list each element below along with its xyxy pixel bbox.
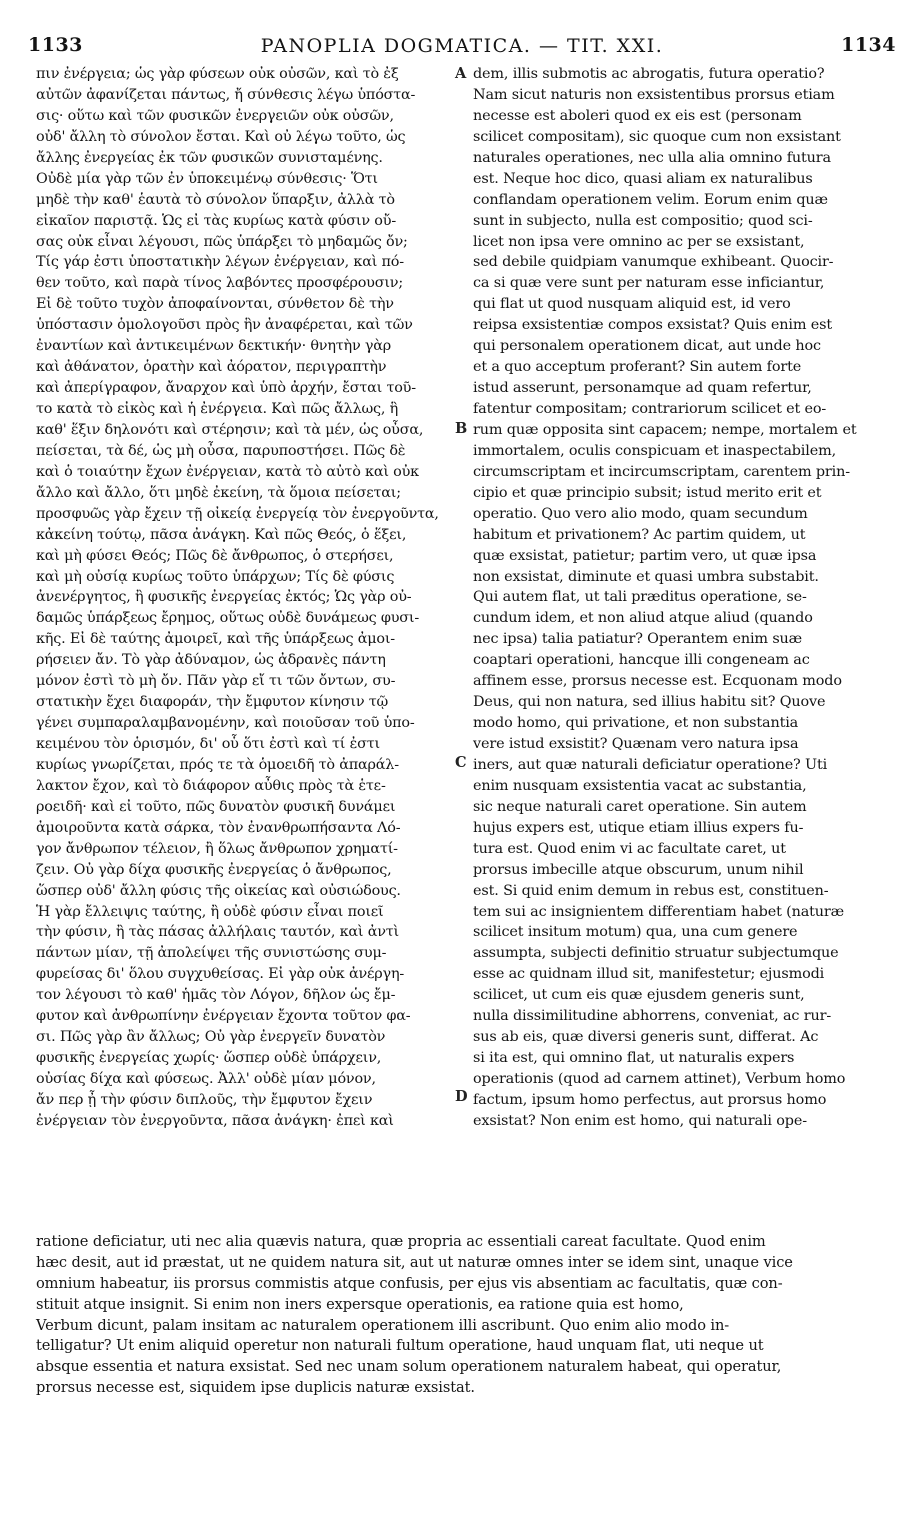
greek-text-line: λακτον ἔχον, καὶ τὸ διάφορον αὖθις πρὸς τὰ ἑτε- bbox=[36, 777, 386, 794]
latin-text-line: est. Si quid enim demum in rebus est, constituen- bbox=[473, 882, 829, 899]
greek-text-line: τον λέγουσι τὸ καθ' ἡμᾶς τὸν Λόγον, δῆλον ὡς ἔμ- bbox=[36, 987, 396, 1004]
latin-text-line: operatio. Quo vero alio modo, quam secundum bbox=[473, 505, 808, 522]
page-header bbox=[28, 34, 896, 60]
latin-text-line: esse ac quidnam illud sit, manifestetur; ejusmodi bbox=[473, 966, 825, 983]
greek-text-line: κἀκείνη τούτῳ, πᾶσα ἀνάγκη. Καὶ πῶς Θεός, ὁ ἕξει, bbox=[36, 526, 407, 543]
greek-text-line: καὶ ὁ τοιαύτην ἔχων ἐνέργειαν, κατὰ τὸ αὐτὸ καὶ οὐκ bbox=[36, 463, 419, 480]
latin-text-line: vere istud exsistit? Quænam vero natura ipsa bbox=[473, 736, 799, 752]
greek-text-line: ὥσπερ οὐδ' ἄλλη φύσις τῆς οἰκείας καὶ οὐσιώδους. bbox=[36, 882, 401, 899]
latin-text-line: naturales operationes, nec ulla alia omnino futura bbox=[473, 149, 831, 166]
greek-text-line: σις· οὕτω καὶ τῶν φυσικῶν ἐνεργειῶν οὐκ οὐσῶν, bbox=[36, 107, 394, 124]
latin-text-line: absque essentia et natura exsistat. Sed nec unam solum operationem naturalem habeat, qui operatur, bbox=[36, 1358, 782, 1376]
latin-column bbox=[473, 64, 881, 1132]
greek-text-line: θεν τοῦτο, καὶ παρὰ τίνος λαβόντες προσφέρουσιν; bbox=[36, 275, 403, 292]
greek-text-line: ἀνενέργητος, ἢ φυσικῆς ἐνεργείας ἐκτός; Ὡς γὰρ οὐ- bbox=[36, 589, 412, 606]
latin-text-line: est. Neque hoc dico, quasi aliam ex naturalibus bbox=[473, 170, 813, 187]
greek-text-line: ἄλλης ἐνεργείας ἐκ τῶν φυσικῶν συνισταμένης. bbox=[36, 149, 383, 166]
latin-text-line: nulla dissimilitudine abhorrens, conveniat, ac rur- bbox=[473, 1008, 832, 1025]
greek-text-line: καὶ μὴ οὐσίᾳ κυρίως τοῦτο ὑπάρχων; Τίς δὲ φύσις bbox=[36, 568, 395, 585]
greek-text-line: ἄλλο καὶ ἄλλο, ὅτι μηδὲ ἐκείνη, τὰ ὅμοια πείσεται; bbox=[36, 484, 401, 501]
latin-text-line: qui personalem operationem dicat, aut unde hoc bbox=[473, 338, 821, 355]
latin-text-line: tem sui ac insignientem differentiam habet (naturæ bbox=[473, 903, 844, 920]
latin-text-line: nec ipsa) talia patiatur? Operantem enim suæ bbox=[473, 631, 803, 648]
greek-text-line: φυσικῆς ἐνεργείας χωρίς· ὥσπερ οὐδὲ ὑπάρχειν, bbox=[36, 1050, 382, 1067]
greek-text-line: μόνον ἐστὶ τὸ μὴ ὄν. Πᾶν γὰρ εἴ τι τῶν ὄντων, συ- bbox=[36, 673, 396, 690]
latin-text-line: telligatur? Ut enim aliquid operetur non naturali fultum operatione, haud unquam flat, uti neque ut bbox=[36, 1337, 764, 1355]
latin-text-line: si ita est, qui omnino flat, ut naturalis expers bbox=[473, 1050, 795, 1067]
latin-text-line: stituit atque insignit. Si enim non iners expersque operationis, ea ratione quia est homo, bbox=[36, 1295, 684, 1313]
latin-text-line: ca si quæ vere sunt per naturam esse inficiantur, bbox=[473, 275, 825, 292]
latin-text-line: reipsa exsistentiæ compos exsistat? Quis enim est bbox=[473, 317, 833, 334]
section-marker-b: B bbox=[455, 420, 468, 437]
greek-text-line: καὶ ἀπερίγραφον, ἄναρχον καὶ ὑπὸ ἀρχήν, ἔσται τοῦ- bbox=[36, 380, 416, 397]
latin-text-line: cipio et quæ principio subsit; istud merito erit et bbox=[473, 484, 822, 501]
latin-text-line: scilicet insitum motum) qua, una cum genere bbox=[473, 924, 798, 941]
latin-text-line: exsistat? Non enim est homo, qui naturali ope- bbox=[473, 1112, 807, 1129]
latin-text-line: et a quo acceptum proferant? Sin autem forte bbox=[473, 359, 802, 376]
full-width-text bbox=[36, 1232, 886, 1399]
latin-text-line: sunt in subjecto, nulla est compositio; quod sci- bbox=[473, 212, 813, 229]
latin-text-line: conflandam operationem velim. Eorum enim quæ bbox=[473, 191, 828, 208]
greek-text-line: εἰκαῖον παριστᾷ. Ὡς εἰ τὰς κυρίως κατὰ φύσιν οὔ- bbox=[36, 212, 396, 229]
latin-text-line: omnium habeatur, iis prorsus commistis atque confusis, per ejus vis absentiam ac facultatis, quæ con- bbox=[36, 1274, 783, 1292]
greek-text-line: καὶ ἀθάνατον, ὁρατὴν καὶ ἀόρατον, περιγραπτὴν bbox=[36, 359, 387, 376]
greek-text-line: φυρείσας δι' ὅλου συγχυθείσας. Εἰ γὰρ οὐκ ἀνέργη- bbox=[36, 966, 405, 983]
latin-text-line: quæ exsistat, patietur; partim vero, ut quæ ipsa bbox=[473, 547, 817, 564]
greek-text-line: Τίς γάρ ἐστι ὑποστατικὴν λέγων ἐνέργειαν, καὶ πό- bbox=[36, 254, 404, 271]
greek-text-line: μηδὲ τὴν καθ' ἑαυτὰ τὸ σύνολον ὕπαρξιν, ἀλλὰ τὸ bbox=[36, 191, 395, 208]
greek-text-line: οὐσίας δίχα καὶ φύσεως. Ἀλλ' οὐδὲ μίαν μόνον, bbox=[36, 1071, 376, 1087]
greek-text-line: κυρίως γνωρίζεται, πρός τε τὰ ὁμοειδῆ τὸ ἀπαράλ- bbox=[36, 756, 399, 773]
latin-text-line: operationis (quod ad carnem attinet), Verbum homo bbox=[473, 1071, 846, 1087]
latin-text-line: sus ab eis, quæ diversi generis sunt, differat. Ac bbox=[473, 1029, 819, 1046]
latin-text-line: necesse est aboleri quod ex eis est (personam bbox=[473, 107, 802, 124]
latin-text-line: prorsus imbecille atque obscurum, unum nihil bbox=[473, 861, 804, 878]
greek-text-line: Οὐδὲ μία γὰρ τῶν ἐν ὑποκειμένῳ σύνθεσις· Ὅτι bbox=[36, 170, 378, 187]
greek-text-line: σας οὐκ εἶναι λέγουσι, πῶς ὑπάρξει τὸ μηδαμῶς ὄν; bbox=[36, 233, 408, 250]
section-marker-a: A bbox=[455, 65, 467, 82]
latin-text-line: scilicet, ut cum eis quæ ejusdem generis sunt, bbox=[473, 987, 805, 1004]
latin-text-line: fatentur compositam; contrariorum scilicet et eo- bbox=[473, 401, 827, 417]
greek-text-line: ἀμοιροῦντα κατὰ σάρκα, τὸν ἐνανθρωπήσαντα Λό- bbox=[36, 819, 401, 836]
greek-text-line: τὴν φύσιν, ἢ τὰς πάσας ἀλλήλαις ταυτόν, καὶ ἀντὶ bbox=[36, 924, 399, 941]
greek-text-line: ὑπόστασιν ὁμολογοῦσι πρὸς ἣν ἀναφέρεται, καὶ τῶν bbox=[36, 317, 413, 334]
latin-text-line: Nam sicut naturis non exsistentibus prorsus etiam bbox=[473, 86, 835, 103]
latin-text-line: habitum et privationem? Ac partim quidem, ut bbox=[473, 526, 806, 543]
latin-text-line: circumscriptam et incircumscriptam, carentem prin- bbox=[473, 463, 850, 480]
latin-text-line: tura est. Quod enim vi ac facultate caret, ut bbox=[473, 840, 786, 857]
latin-text-line: factum, ipsum homo perfectus, aut prorsus homo bbox=[473, 1091, 827, 1108]
latin-text-line: istud asserunt, personamque ad quam refertur, bbox=[473, 380, 812, 397]
latin-text-line: hæc desit, aut id præstat, ut ne quidem natura sit, aut ut naturæ omnes inter se idem sint, unaque vice bbox=[36, 1253, 793, 1271]
greek-text-line: ἐναντίων καὶ ἀντικειμένων δεκτικήν· θνητὴν γὰρ bbox=[36, 338, 392, 355]
latin-text-line: enim nusquam exsistentia vacat ac substantia, bbox=[473, 777, 807, 794]
latin-text-line: rum quæ opposita sint capacem; nempe, mortalem et bbox=[473, 421, 857, 438]
latin-text-line: Qui autem flat, ut tali præditus operatione, se- bbox=[473, 589, 807, 606]
latin-text-line: coaptari operationi, hancque illi congeneam ac bbox=[473, 652, 810, 669]
greek-text-line: ἐνέργειαν τὸν ἐνεργοῦντα, πᾶσα ἀνάγκη· ἐπεὶ καὶ bbox=[36, 1112, 394, 1129]
greek-text-line: Εἰ δὲ τοῦτο τυχὸν ἀποφαίνονται, σύνθετον δὲ τὴν bbox=[36, 296, 394, 313]
latin-text-line: Deus, qui non natura, sed illius habitu sit? Quove bbox=[473, 694, 826, 711]
greek-text-line: κειμένου τὸν ὁρισμόν, δι' οὗ ὅτι ἐστὶ καὶ τί ἐστι bbox=[36, 736, 380, 752]
greek-text-line: ρήσειεν ἄν. Τὸ γὰρ ἀδύναμον, ὡς ἀδρανὲς πάντη bbox=[36, 652, 386, 669]
greek-text-line: Ἡ γὰρ ἔλλειψις ταύτης, ἢ οὐδὲ φύσιν εἶναι ποιεῖ bbox=[36, 903, 384, 920]
latin-text-line: prorsus necesse est, siquidem ipse duplicis naturæ exsistat. bbox=[36, 1379, 475, 1397]
greek-text-line: κῆς. Εἰ δὲ ταύτης ἀμοιρεῖ, καὶ τῆς ὑπάρξεως ἀμοι- bbox=[36, 631, 395, 648]
running-title: PANOPLIA DOGMATICA. — TIT. XXI. bbox=[260, 35, 664, 57]
greek-text-line: ροειδῆ· καὶ εἰ τοῦτο, πῶς δυνατὸν φυσικῆ δυνάμει bbox=[36, 798, 396, 815]
greek-text-line: γον ἄνθρωπον τέλειον, ἢ ὅλως ἄνθρωπον χρηματί- bbox=[36, 840, 398, 857]
latin-text-line: qui flat ut quod nusquam aliquid est, id vero bbox=[473, 296, 791, 313]
latin-text-line: immortalem, oculis conspicuam et inaspectabilem, bbox=[473, 442, 837, 459]
latin-text-line: non exsistat, diminute et quasi umbra substabit. bbox=[473, 568, 819, 585]
latin-text-line: ratione deficiatur, uti nec alia quævis natura, quæ propria ac essentiali careat facultate. Quod enim bbox=[36, 1233, 766, 1250]
greek-text-line: στατικὴν ἔχει διαφοράν, τὴν ἔμφυτον κίνησιν τῷ bbox=[36, 694, 389, 711]
greek-text-line: πιν ἐνέργεια; ὡς γὰρ φύσεων οὐκ οὐσῶν, καὶ τὸ ἐξ bbox=[36, 66, 399, 82]
section-marker-d: D bbox=[455, 1088, 468, 1105]
greek-text-line: πείσεται, τὰ δέ, ὡς μὴ οὖσα, παρυποστήσει. Πῶς δὲ bbox=[36, 442, 406, 459]
latin-text-line: dem, illis submotis ac abrogatis, futura operatio? bbox=[473, 66, 825, 82]
greek-text-line: πάντων μίαν, τῇ ἀπολείψει τῆς συνιστώσης συμ- bbox=[36, 945, 387, 962]
latin-text-line: modo homo, qui privatione, et non substantia bbox=[473, 715, 799, 732]
latin-text-line: affinem esse, prorsus necesse est. Ecquonam modo bbox=[473, 673, 842, 690]
latin-text-line: sic neque naturali caret operatione. Sin autem bbox=[473, 798, 807, 815]
latin-text-line: sed debile quidpiam vanumque exhibeant. Quocir- bbox=[473, 254, 834, 271]
greek-text-line: γένει συμπαραλαμβανομένην, καὶ ποιοῦσαν τοῦ ὑπο- bbox=[36, 715, 415, 732]
greek-text-line: ἄν περ ᾖ τὴν φύσιν διπλοῦς, τὴν ἔμφυτον ἔχειν bbox=[36, 1091, 373, 1108]
greek-column bbox=[36, 64, 454, 1132]
latin-text-line: hujus expers est, utique etiam illius expers fu- bbox=[473, 819, 804, 836]
latin-text-line: assumpta, subjecti definitio struatur subjectumque bbox=[473, 945, 839, 962]
page-number-left: 1133 bbox=[28, 34, 83, 56]
latin-text-line: Verbum dicunt, palam insitam ac naturalem operationem illi ascribunt. Quo enim alio modo in- bbox=[36, 1316, 730, 1334]
greek-text-line: δαμῶς ὑπάρξεως ἔρημος, οὕτως οὐδὲ δυνάμεως φυσι- bbox=[36, 610, 419, 627]
greek-text-line: καθ' ἕξιν δηλονότι καὶ στέρησιν; καὶ τὰ μέν, ὡς οὖσα, bbox=[36, 421, 424, 438]
greek-text-line: ζειν. Οὐ γὰρ δίχα φυσικῆς ἐνεργείας ὁ ἄνθρωπος, bbox=[36, 861, 392, 878]
greek-text-line: σι. Πῶς γὰρ ἂν ἄλλως; Οὐ γὰρ ἐνεργεῖν δυνατὸν bbox=[36, 1029, 386, 1046]
latin-text-line: scilicet compositam), sic quoque cum non exsistant bbox=[473, 128, 841, 145]
greek-text-line: αὐτῶν ἀφανίζεται πάντως, ἤ σύνθεσις λέγω ὑπόστα- bbox=[36, 86, 416, 103]
latin-text-line: licet non ipsa vere omnino ac per se exsistant, bbox=[473, 233, 805, 250]
section-marker-c: C bbox=[455, 754, 467, 771]
latin-text-line: iners, aut quæ naturali deficiatur operatione? Uti bbox=[473, 756, 828, 773]
greek-text-line: καὶ μὴ φύσει Θεός; Πῶς δὲ ἄνθρωπος, ὁ στερήσει, bbox=[36, 547, 394, 564]
greek-text-line: οὐδ' ἄλλη τὸ σύνολον ἔσται. Καὶ οὐ λέγω τοῦτο, ὡς bbox=[36, 128, 406, 145]
latin-text-line: cundum idem, et non aliud atque aliud (quando bbox=[473, 610, 813, 627]
greek-text-line: φυτον καὶ ἀνθρωπίνην ἐνέργειαν ἔχοντα τοῦτον φα- bbox=[36, 1008, 411, 1025]
greek-text-line: προσφυῶς γὰρ ἔχειν τῇ οἰκείᾳ ἐνεργείᾳ τὸν ἐνεργοῦντα, bbox=[36, 505, 439, 522]
greek-text-line: το κατὰ τὸ εἰκὸς καὶ ἡ ἐνέργεια. Καὶ πῶς ἄλλως, ἣ bbox=[36, 401, 399, 417]
page-number-right: 1134 bbox=[841, 34, 896, 56]
